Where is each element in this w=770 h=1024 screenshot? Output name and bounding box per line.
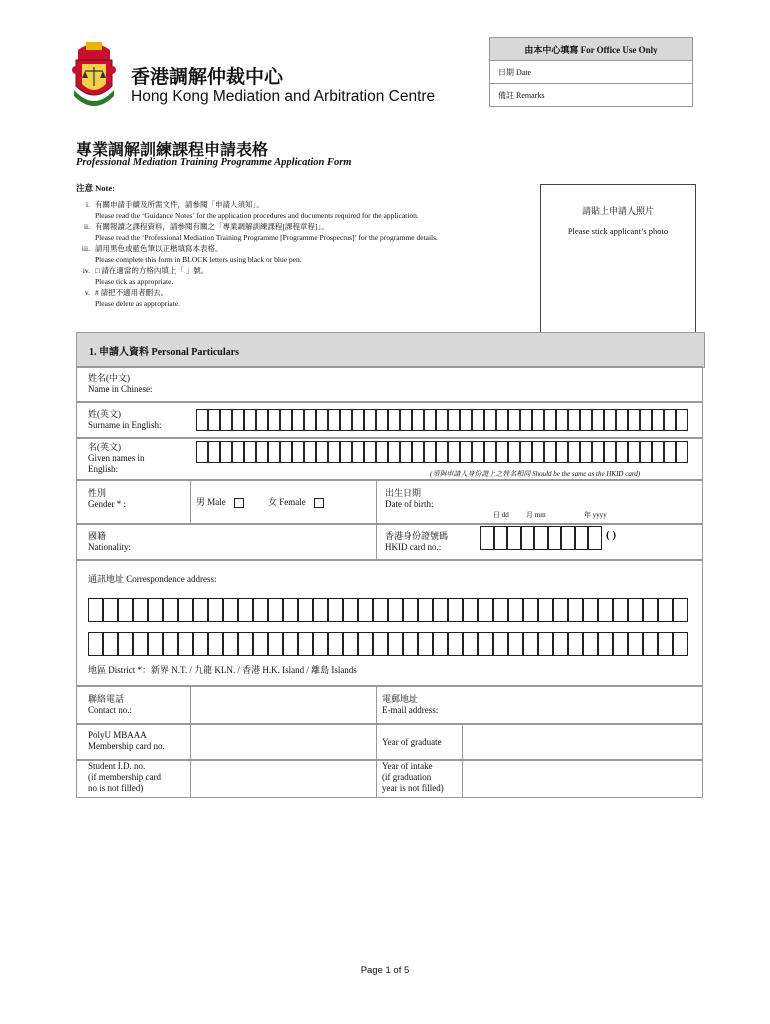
char-box[interactable]: [298, 598, 313, 622]
char-box[interactable]: [433, 598, 448, 622]
photo-label-en: Please stick applicant’s photo: [567, 226, 669, 236]
email-input[interactable]: [460, 687, 702, 723]
char-box[interactable]: [484, 441, 496, 463]
char-box[interactable]: [521, 526, 535, 550]
char-box[interactable]: [478, 598, 493, 622]
label-surname: 姓(英文) Surname in English:: [88, 409, 162, 430]
char-box[interactable]: [598, 632, 613, 656]
char-box[interactable]: [232, 441, 244, 463]
char-box[interactable]: [532, 409, 544, 431]
char-box[interactable]: [580, 441, 592, 463]
char-box[interactable]: [163, 598, 178, 622]
org-name-cn: 香港調解仲裁中心: [131, 67, 284, 88]
char-box[interactable]: [553, 598, 568, 622]
char-box[interactable]: [508, 632, 523, 656]
char-box[interactable]: [652, 441, 664, 463]
char-box[interactable]: [388, 632, 403, 656]
char-box[interactable]: [460, 409, 472, 431]
label-nationality: 國籍 Nationality:: [88, 531, 131, 552]
office-date-field[interactable]: 日期 Date: [489, 61, 693, 84]
char-box[interactable]: [643, 632, 658, 656]
char-box[interactable]: [588, 526, 602, 550]
char-box[interactable]: [193, 632, 208, 656]
section-personal-particulars: [76, 332, 705, 368]
dob-input[interactable]: [480, 481, 702, 511]
char-box[interactable]: [88, 632, 103, 656]
char-box[interactable]: [448, 632, 463, 656]
char-box[interactable]: [220, 441, 232, 463]
char-box[interactable]: [280, 441, 292, 463]
char-box[interactable]: [373, 632, 388, 656]
char-box[interactable]: [676, 409, 688, 431]
char-box[interactable]: [163, 632, 178, 656]
char-box[interactable]: [283, 632, 298, 656]
char-box[interactable]: [343, 598, 358, 622]
char-box[interactable]: [640, 409, 652, 431]
char-box[interactable]: [664, 441, 676, 463]
hkid-name-note: (須與申請人身份證上之姓名相同 Should be the same as the HKID card): [430, 470, 641, 478]
char-box[interactable]: [412, 409, 424, 431]
char-box[interactable]: [534, 526, 548, 550]
char-box[interactable]: [484, 409, 496, 431]
char-box[interactable]: [208, 598, 223, 622]
char-box[interactable]: [304, 409, 316, 431]
char-box[interactable]: [480, 526, 494, 550]
char-box[interactable]: [364, 441, 376, 463]
note-cn: 有關申請手續及所需文件，請參閱「申請人須知」。: [95, 200, 264, 209]
char-box[interactable]: [313, 598, 328, 622]
char-box[interactable]: [472, 409, 484, 431]
char-box[interactable]: [103, 632, 118, 656]
char-box[interactable]: [358, 632, 373, 656]
label-contact: 聯絡電話 Contact no.:: [88, 694, 132, 715]
char-box[interactable]: [358, 598, 373, 622]
char-box[interactable]: [208, 409, 220, 431]
name-chinese-input[interactable]: [190, 366, 703, 402]
dob-mm-label: 月 mm: [526, 511, 546, 519]
char-box[interactable]: [523, 632, 538, 656]
note-en: Please delete as appropriate.: [95, 299, 180, 308]
char-box[interactable]: [268, 409, 280, 431]
address-line2-boxes[interactable]: [88, 632, 688, 656]
char-box[interactable]: [316, 441, 328, 463]
char-box[interactable]: [418, 632, 433, 656]
char-box[interactable]: [268, 632, 283, 656]
label-name-chinese: 姓名(中文) Name in Chinese:: [88, 373, 153, 394]
char-box[interactable]: [616, 409, 628, 431]
char-box[interactable]: [220, 409, 232, 431]
photo-box[interactable]: [540, 184, 696, 350]
char-box[interactable]: [403, 598, 418, 622]
char-box[interactable]: [568, 441, 580, 463]
char-box[interactable]: [352, 409, 364, 431]
char-box[interactable]: [460, 441, 472, 463]
graduate-input[interactable]: [463, 725, 702, 759]
char-box[interactable]: [424, 409, 436, 431]
char-box[interactable]: [673, 598, 688, 622]
char-box[interactable]: [640, 441, 652, 463]
char-box[interactable]: [676, 441, 688, 463]
char-box[interactable]: [583, 598, 598, 622]
char-box[interactable]: [268, 598, 283, 622]
org-name-en: Hong Kong Mediation and Arbitration Centre: [131, 88, 436, 105]
char-box[interactable]: [388, 598, 403, 622]
gender-female-option[interactable]: 女 Female: [268, 495, 324, 508]
char-box[interactable]: [628, 441, 640, 463]
label-dob: 出生日期 Date of birth:: [385, 488, 434, 509]
char-box[interactable]: [238, 632, 253, 656]
address-line1-boxes[interactable]: [88, 598, 688, 622]
char-box[interactable]: [520, 441, 532, 463]
note-cn: 有關報讀之課程資料，請參閱有關之「專業調解訓練課程[課程章程]」。: [95, 222, 329, 231]
char-box[interactable]: [658, 632, 673, 656]
char-box[interactable]: [580, 409, 592, 431]
char-box[interactable]: [613, 632, 628, 656]
photo-label-cn: 請貼上申請人照片: [581, 206, 654, 216]
char-box[interactable]: [568, 598, 583, 622]
char-box[interactable]: [316, 409, 328, 431]
hkid-check-digit[interactable]: ( ): [606, 529, 617, 541]
char-box[interactable]: [373, 598, 388, 622]
notes-list: [68, 200, 528, 320]
char-box[interactable]: [223, 598, 238, 622]
char-box[interactable]: [493, 632, 508, 656]
note-num: v.: [84, 288, 90, 297]
char-box[interactable]: [463, 632, 478, 656]
office-use-box: [489, 37, 693, 111]
note-en: Please read the ‘Guidance Notes’ for the application procedures and documents required for the application.: [95, 211, 419, 220]
char-box[interactable]: [256, 441, 268, 463]
char-box[interactable]: [548, 526, 562, 550]
char-box[interactable]: [553, 632, 568, 656]
note-en: Please read the ‘Professional Mediation Training Programme [Programme Prospectus]’ for the programme details.: [95, 233, 438, 242]
char-box[interactable]: [604, 441, 616, 463]
note-cn: 請用黑色或藍色筆以正楷填寫本表格。: [95, 244, 223, 253]
char-box[interactable]: [448, 409, 460, 431]
char-box[interactable]: [616, 441, 628, 463]
char-box[interactable]: [493, 598, 508, 622]
char-box[interactable]: [148, 632, 163, 656]
char-box[interactable]: [523, 598, 538, 622]
section-title: 1. 申請人資料 Personal Particulars: [89, 346, 239, 358]
char-box[interactable]: [400, 441, 412, 463]
note-num: iii.: [81, 244, 90, 253]
char-box[interactable]: [340, 409, 352, 431]
note-num: i.: [86, 200, 90, 209]
label-polyu: PolyU MBAAA Membership card no.: [88, 730, 165, 751]
page-footer: Page 1 of 5: [360, 965, 410, 976]
char-box[interactable]: [628, 598, 643, 622]
hkid-boxes[interactable]: [480, 526, 602, 550]
char-box[interactable]: [472, 441, 484, 463]
char-box[interactable]: [298, 632, 313, 656]
char-box[interactable]: [88, 598, 103, 622]
polyu-input[interactable]: [191, 725, 375, 759]
char-box[interactable]: [268, 441, 280, 463]
char-box[interactable]: [568, 409, 580, 431]
gender-male-option[interactable]: 男 Male: [196, 495, 244, 508]
char-box[interactable]: [604, 409, 616, 431]
char-box[interactable]: [244, 409, 256, 431]
char-box[interactable]: [463, 598, 478, 622]
contact-input[interactable]: [191, 687, 375, 723]
char-box[interactable]: [418, 598, 433, 622]
char-box[interactable]: [244, 441, 256, 463]
label-district[interactable]: 地區 District *：新界 N.T. / 九龍 KLN. / 香港 H.K. Island / 離島 Islands: [88, 665, 357, 675]
char-box[interactable]: [592, 409, 604, 431]
note-title: 注意 Note:: [76, 183, 115, 193]
char-box[interactable]: [178, 598, 193, 622]
char-box[interactable]: [238, 598, 253, 622]
char-box[interactable]: [643, 598, 658, 622]
char-box[interactable]: [196, 409, 208, 431]
char-box[interactable]: [628, 409, 640, 431]
char-box[interactable]: [256, 409, 268, 431]
surname-boxes[interactable]: [196, 409, 688, 431]
label-intake: Year of intake (if graduation year is not filled): [382, 761, 444, 793]
char-box[interactable]: [352, 441, 364, 463]
char-box[interactable]: [304, 441, 316, 463]
char-box[interactable]: [343, 632, 358, 656]
centre-logo-icon: [72, 40, 116, 112]
char-box[interactable]: [133, 598, 148, 622]
char-box[interactable]: [544, 441, 556, 463]
checkbox-male[interactable]: [234, 498, 244, 508]
note-en: Please complete this form in BLOCK letters using black or blue pen.: [95, 255, 302, 264]
char-box[interactable]: [232, 409, 244, 431]
char-box[interactable]: [508, 598, 523, 622]
student-id-input[interactable]: [191, 761, 375, 797]
note-en: Please tick as appropriate.: [95, 277, 174, 286]
char-box[interactable]: [532, 441, 544, 463]
char-box[interactable]: [328, 441, 340, 463]
char-box[interactable]: [556, 441, 568, 463]
char-box[interactable]: [508, 409, 520, 431]
char-box[interactable]: [412, 441, 424, 463]
char-box[interactable]: [673, 632, 688, 656]
char-box[interactable]: [388, 441, 400, 463]
char-box[interactable]: [340, 441, 352, 463]
char-box[interactable]: [403, 632, 418, 656]
char-box[interactable]: [496, 409, 508, 431]
char-box[interactable]: [433, 632, 448, 656]
char-box[interactable]: [494, 526, 508, 550]
char-box[interactable]: [507, 526, 521, 550]
char-box[interactable]: [313, 632, 328, 656]
char-box[interactable]: [583, 632, 598, 656]
char-box[interactable]: [544, 409, 556, 431]
label-email: 電郵地址 E-mail address:: [382, 694, 439, 715]
note-num: ii.: [83, 222, 90, 231]
intake-input[interactable]: [463, 761, 702, 797]
dob-yyyy-label: 年 yyyy: [584, 511, 607, 519]
char-box[interactable]: [223, 632, 238, 656]
char-box[interactable]: [193, 598, 208, 622]
char-box[interactable]: [196, 441, 208, 463]
form-title-cn: 專業調解訓練課程申請表格: [76, 142, 269, 159]
char-box[interactable]: [133, 632, 148, 656]
given-names-boxes[interactable]: [196, 441, 688, 463]
char-box[interactable]: [538, 598, 553, 622]
char-box[interactable]: [292, 441, 304, 463]
char-box[interactable]: [628, 632, 643, 656]
note-cn: □ 請在適當的方格內填上「 」號。: [95, 266, 209, 275]
char-box[interactable]: [400, 409, 412, 431]
char-box[interactable]: [556, 409, 568, 431]
char-box[interactable]: [575, 526, 589, 550]
char-box[interactable]: [283, 598, 298, 622]
char-box[interactable]: [436, 409, 448, 431]
char-box[interactable]: [118, 598, 133, 622]
char-box[interactable]: [652, 409, 664, 431]
label-address: 通訊地址 Correspondence address:: [88, 574, 217, 584]
char-box[interactable]: [148, 598, 163, 622]
form-title-en: Professional Mediation Training Programme Application Form: [76, 157, 352, 168]
char-box[interactable]: [364, 409, 376, 431]
char-box[interactable]: [658, 598, 673, 622]
char-box[interactable]: [208, 441, 220, 463]
char-box[interactable]: [496, 441, 508, 463]
char-box[interactable]: [376, 409, 388, 431]
char-box[interactable]: [520, 409, 532, 431]
char-box[interactable]: [208, 632, 223, 656]
char-box[interactable]: [328, 632, 343, 656]
char-box[interactable]: [328, 598, 343, 622]
char-box[interactable]: [253, 598, 268, 622]
char-box[interactable]: [388, 409, 400, 431]
char-box[interactable]: [280, 409, 292, 431]
char-box[interactable]: [592, 441, 604, 463]
char-box[interactable]: [448, 598, 463, 622]
char-box[interactable]: [448, 441, 460, 463]
char-box[interactable]: [568, 632, 583, 656]
note-num: iv.: [82, 266, 90, 275]
char-box[interactable]: [376, 441, 388, 463]
char-box[interactable]: [118, 632, 133, 656]
char-box[interactable]: [253, 632, 268, 656]
char-box[interactable]: [436, 441, 448, 463]
office-use-header: 由本中心填寫 For Office Use Only: [489, 37, 693, 61]
label-gender: 性別 Gender * :: [88, 488, 126, 509]
char-box[interactable]: [664, 409, 676, 431]
char-box[interactable]: [598, 598, 613, 622]
dob-dd-label: 日 dd: [493, 511, 509, 519]
office-remarks-field[interactable]: 備註 Remarks: [489, 84, 693, 107]
char-box[interactable]: [292, 409, 304, 431]
char-box[interactable]: [328, 409, 340, 431]
note-cn: # 請把不適用者刪去。: [95, 288, 169, 297]
label-hkid: 香港身份證號碼 HKID card no.:: [385, 531, 449, 552]
label-graduate: Year of graduate: [382, 737, 442, 747]
char-box[interactable]: [508, 441, 520, 463]
checkbox-female[interactable]: [314, 498, 324, 508]
char-box[interactable]: [178, 632, 193, 656]
char-box[interactable]: [103, 598, 118, 622]
char-box[interactable]: [561, 526, 575, 550]
char-box[interactable]: [424, 441, 436, 463]
nationality-input[interactable]: [190, 524, 376, 560]
label-given-names: 名(英文) Given names in English:: [88, 442, 145, 474]
char-box[interactable]: [478, 632, 493, 656]
char-box[interactable]: [613, 598, 628, 622]
label-student-id: Student I.D. no. (if membership card no is not filled): [88, 761, 161, 793]
char-box[interactable]: [538, 632, 553, 656]
